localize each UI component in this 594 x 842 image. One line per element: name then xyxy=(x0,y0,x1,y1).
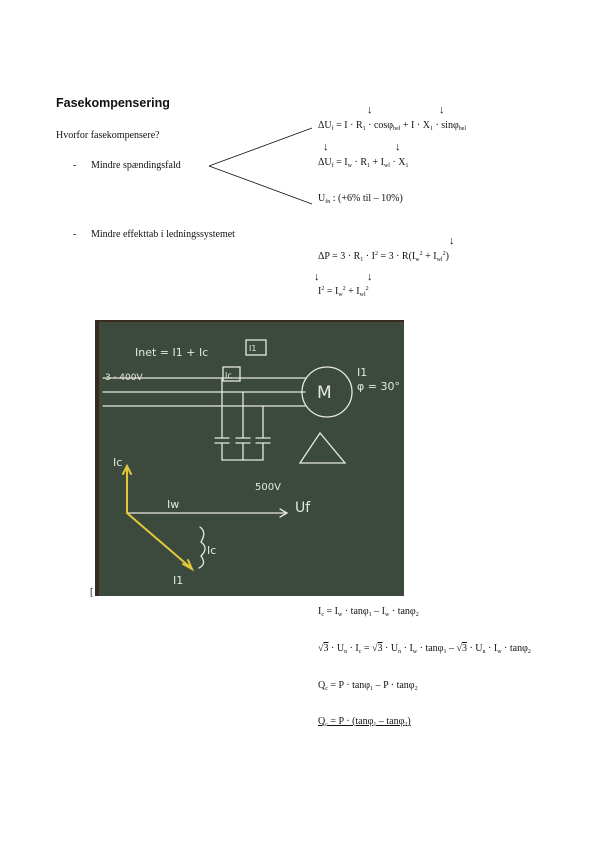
power-loss-equation-2: $I^2 = I_w^2 + I_{wl}^2$ xyxy=(318,286,369,298)
formula-ic: $I_c = I_w \cdot \tan\varphi_1 - I_w \cdot \tan\varphi_2$ xyxy=(318,606,419,618)
label-iw: Iw xyxy=(167,498,180,511)
power-loss-equation-1: $\Delta P = 3 \cdot R_1 \cdot I^2 = 3 \cdot R(I_w^2 + I_{wl}^2)$ xyxy=(318,251,449,263)
emphasis-arrow: ↓ xyxy=(367,104,373,116)
emphasis-arrow: ↓ xyxy=(367,271,373,283)
bullet-dash-1: - xyxy=(73,160,77,171)
question-text: Hvorfor fasekompensere? xyxy=(56,130,160,141)
chalkboard-photo xyxy=(95,320,404,596)
voltage-limit: $U_{fn}$ : (+6% til – 10%) xyxy=(318,193,403,205)
label-phi: φ = 30° xyxy=(357,380,400,393)
label-box-ic: Ic xyxy=(225,371,232,380)
label-ic-brace: Ic xyxy=(207,544,217,557)
formula-qc: $Q_c = P \cdot \tan\varphi_1 - P \cdot \tan\varphi_2$ xyxy=(318,680,418,692)
label-i1: I1 xyxy=(357,366,368,379)
voltage-drop-equation-1: $\Delta U_f = I \cdot R_1 \cdot \cos\varphi_{bel} + I \cdot X_1 \cdot \sin\varphi_{bel}$ xyxy=(318,120,467,132)
label-inet: Inet = I1 + Ic xyxy=(135,346,209,359)
label-i1-low: I1 xyxy=(173,574,184,587)
emphasis-arrow: ↓ xyxy=(449,235,455,247)
board-surface xyxy=(99,322,404,596)
bullet-text-2: Mindre effekttab i ledningssystemet xyxy=(91,229,235,240)
label-box-i1: I1 xyxy=(249,344,257,353)
emphasis-arrow: ↓ xyxy=(395,141,401,153)
label-ic-axis: Ic xyxy=(113,456,123,469)
bullet-dash-2: - xyxy=(73,229,77,240)
formula-qc-final: $Q_c = P \cdot (\tan\varphi_1 - \tan\varphi_2)$ xyxy=(318,716,411,728)
branch-lines xyxy=(200,120,320,220)
bullet-text-1: Mindre spændingsfald xyxy=(91,160,181,171)
label-supply: 3 · 400V xyxy=(105,373,143,383)
label-motor: M xyxy=(317,383,332,403)
emphasis-arrow: ↓ xyxy=(323,141,329,153)
label-uf: Uf xyxy=(295,500,311,516)
formula-sqrt3: $√3 \cdot U_n \cdot I_c = √3 \cdot U_n \cdot I_w \cdot \tan\varphi_1 - √3 \cdot U_n \cdot I_w \cdot \tan\varphi_2$ xyxy=(318,643,531,655)
stray-bracket: [ xyxy=(90,587,94,598)
emphasis-arrow: ↓ xyxy=(314,271,320,283)
page-title: Fasekompensering xyxy=(56,96,170,110)
emphasis-arrow: ↓ xyxy=(439,104,445,116)
voltage-drop-equation-2: $\Delta U_f = I_w \cdot R_1 + I_{wl} \cdot X_1$ xyxy=(318,157,409,169)
label-500v: 500V xyxy=(255,482,281,493)
